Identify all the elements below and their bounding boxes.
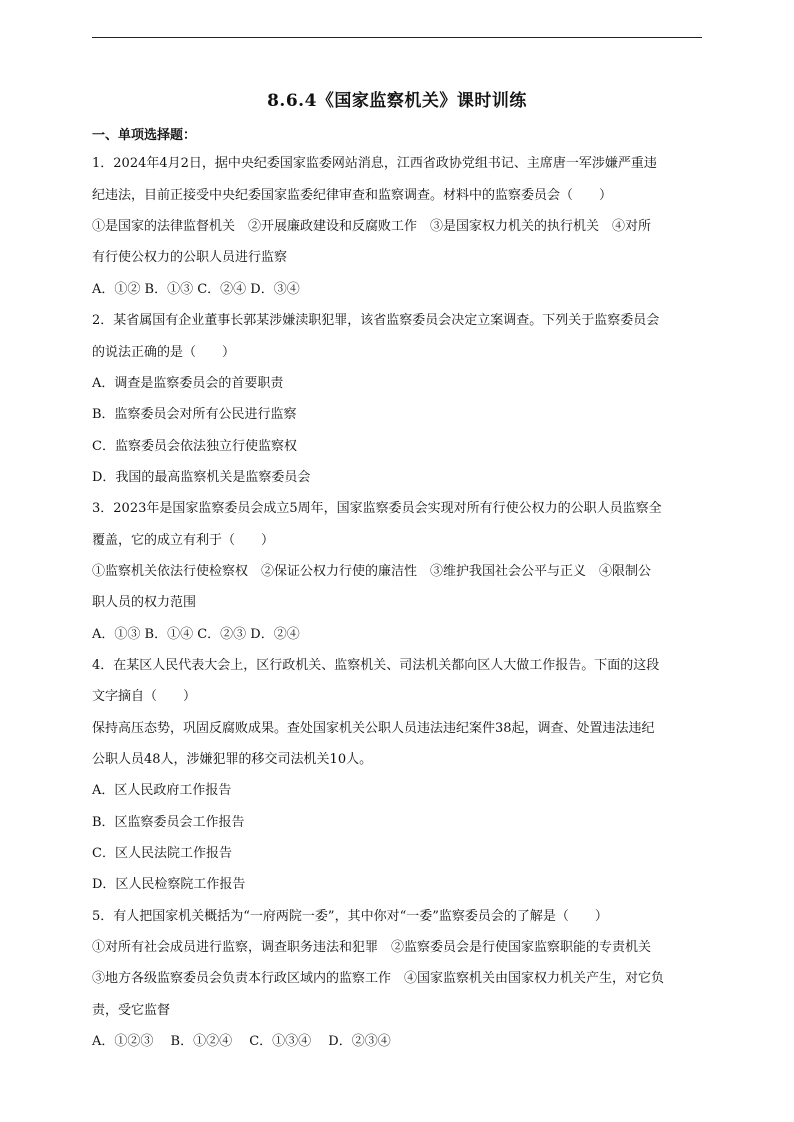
q5-statement-line-3: 责，受它监督	[92, 1003, 171, 1018]
section-heading: 一、单项选择题：	[92, 128, 197, 143]
q4-stem-line-1: 4．在某区人民代表大会上，区行政机关、监察机关、司法机关都向区人大做工作报告。下面的这段	[92, 658, 660, 673]
q3-stem-line-2: 覆盖，它的成立有利于（ ）	[92, 533, 275, 548]
q1-stem-line-1: 1．2024年4月2日，据中央纪委国家监委网站消息，江西省政协党组书记、主席唐一军涉嫌严重违	[92, 156, 657, 171]
q5-options: A．①②③ B．①②④ C．①③④ D．②③④	[92, 1034, 391, 1049]
q3-stem-line-1: 3．2023年是国家监察委员会成立5周年，国家监察委员会实现对所有行使公权力的公职人员监察全	[92, 501, 662, 516]
q4-material-line-1: 保持高压态势，巩固反腐败成果。查处国家机关公职人员违法违纪案件38起，调查、处置违法违纪	[92, 721, 655, 736]
q2-stem-line-1: 2．某省属国有企业董事长郭某涉嫌渎职犯罪，该省监察委员会决定立案调查。下列关于监察委员会	[92, 313, 660, 328]
q1-stem-line-2: 纪违法，目前正接受中央纪委国家监委纪律审查和监察调查。材料中的监察委员会（ ）	[92, 188, 613, 203]
q3-statement-line-1: ①监察机关依法行使检察权 ②保证公权力行使的廉洁性 ③维护我国社会公平与正义 ④限制公	[92, 564, 652, 579]
page-title: 8.6.4《国家监察机关》课时训练	[267, 91, 527, 111]
q4-option-d: D．区人民检察院工作报告	[92, 877, 246, 892]
q4-option-a: A．区人民政府工作报告	[92, 783, 232, 798]
q5-stem-line-1: 5．有人把国家机关概括为“一府两院一委”，其中你对“一委”监察委员会的了解是（ ）	[92, 909, 608, 924]
q2-option-b: B．监察委员会对所有公民进行监察	[92, 407, 297, 422]
q2-option-c: C．监察委员会依法独立行使监察权	[92, 439, 297, 454]
q5-statement-line-1: ①对所有社会成员进行监察，调查职务违法和犯罪 ②监察委员会是行使国家监察职能的专责机关	[92, 940, 652, 955]
q3-options: A．①③ B．①④ C．②③ D．②④	[92, 627, 300, 642]
q1-statement-line-2: 有行使公权力的公职人员进行监察	[92, 250, 288, 265]
q1-options: A．①② B．①③ C．②④ D．③④	[92, 282, 300, 297]
q2-stem-line-2: 的说法正确的是（ ）	[92, 345, 236, 360]
q4-stem-line-2: 文字摘自（ ）	[92, 689, 197, 704]
q4-material-line-2: 公职人员48人，涉嫌犯罪的移交司法机关10人。	[92, 752, 373, 767]
q4-option-b: B．区监察委员会工作报告	[92, 815, 245, 830]
q2-option-d: D．我国的最高监察机关是监察委员会	[92, 470, 311, 485]
q1-statement-line-1: ①是国家的法律监督机关 ②开展廉政建设和反腐败工作 ③是国家权力机关的执行机关 ④对所	[92, 219, 652, 234]
q3-statement-line-2: 职人员的权力范围	[92, 595, 197, 610]
q2-option-a: A．调查是监察委员会的首要职责	[92, 376, 284, 391]
q4-option-c: C．区人民法院工作报告	[92, 846, 232, 861]
q5-statement-line-2: ③地方各级监察委员会负责本行政区域内的监察工作 ④国家监察机关由国家权力机关产生，对它负	[92, 971, 665, 986]
header-rule	[92, 37, 702, 38]
